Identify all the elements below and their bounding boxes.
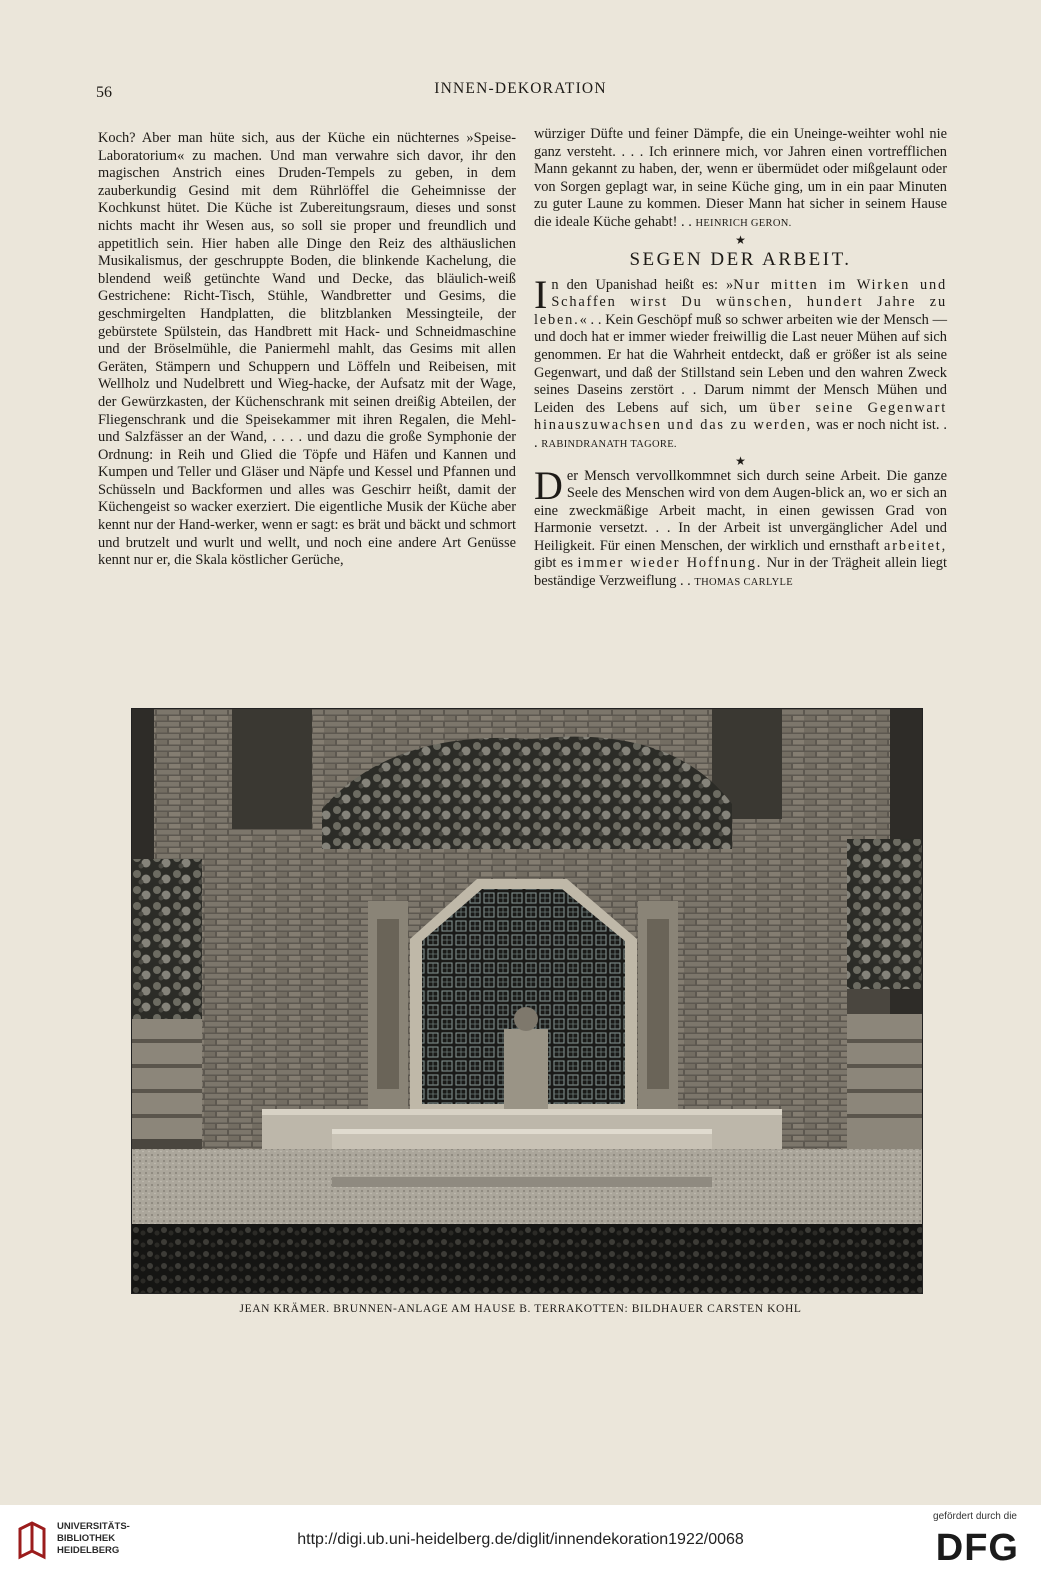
drop-cap-d: D	[534, 462, 563, 508]
left-text-column	[98, 130, 516, 570]
signature-geron: HEINRICH GERON.	[695, 217, 792, 229]
viewer-footer	[0, 1505, 1041, 1580]
library-name-line: BIBLIOTHEK	[57, 1533, 116, 1544]
signature-tagore: RABINDRANATH TAGORE.	[541, 438, 677, 450]
library-name-line: HEIDELBERG	[57, 1545, 120, 1556]
emphasis-run: über seine Gegenwart hinauszuwachsen und das zu werden,	[534, 399, 947, 434]
text-run: « . . Kein Geschöpf muß so schwer arbeiten wie der Mensch — und doch hat er immer wieder freiwillig die Last neuer Mühen auf sich genommen. Er hat die Wahrheit entdeckt, daß er größer ist als seine Gegenwart, und daß der Stillstand sein Leben und den wahren Zweck seines Daseins zerstört . . Darum nimmt der Mensch Mühen und Leiden des Lebens auf sich, um	[534, 311, 947, 416]
right-text-column	[534, 126, 947, 592]
library-name-line: UNIVERSITÄTS-	[57, 1521, 130, 1532]
star-divider: ★	[735, 453, 746, 468]
funding-note: gefördert durch die	[933, 1511, 1017, 1522]
signature-carlyle: THOMAS CARLYLE	[694, 577, 793, 589]
photo-caption: JEAN KRÄMER. BRUNNEN-ANLAGE AM HAUSE B. TERRAKOTTEN: BILDHAUER CARSTEN KOHL	[239, 1303, 802, 1315]
text-run: er Mensch vervollkommnet sich durch seine Arbeit. Die ganze Seele des Menschen wird von dem Augen-blick an, wo er sich an eine zweckmäßige Arbeit macht, in einen gewissen Grad von Harmonie versetzt. . . In der Arbeit ist unvergänglicher Adel und Heiligkeit. Für einen Menschen, der wirklich und ernsthaft	[534, 467, 947, 554]
text-run: n den Upanishad heißt es: »	[551, 276, 734, 293]
kitchen-essay-ending	[534, 126, 947, 233]
text-run: gibt es	[534, 555, 578, 572]
emphasis-run: arbeitet,	[884, 537, 947, 554]
upanishad-paragraph	[534, 271, 947, 454]
emphasis-run: immer wieder Hoffnung.	[577, 555, 763, 572]
page-number: 56	[96, 84, 112, 101]
emphasis-run: Nur mitten im Wirken und Schaffen wirst Du wünschen, hundert Jahre zu leben.	[534, 276, 947, 328]
star-divider: ★	[735, 232, 746, 247]
kitchen-essay-text: würziger Düfte und feiner Dämpfe, die ein Uneinge-weihter wohl nie ganz versteht. . . . Ich erinnere mich, vor Jahren einen vortrefflichen Mann gekannt zu haben, der, wenn er übermüdet oder mißgelaunt oder von Sorgen geplagt war, in seine Küche ging, um in ein paar Minuten zu guter Laune zu kommen. Dieser Mann hat sicher in seinem Hause die ideale Küche gehabt! . .	[534, 126, 947, 230]
left-paragraph: Koch? Aber man hüte sich, aus der Küche ein nüchternes »Speise-Laboratorium« zu machen. Und man verwahre sich davor, ihr den magischen Anstrich eines Druden-Tempels zu geben, in dem zauberkundig Gesind mit dem Rührlöffel die Geheimnisse der Kochkunst hütet. Die Küche ist Zubereitungsraum, dieses und sonst nichts macht ihr Wesen aus, so soll sie proper und freundlich und appetitlich sein. Hier haben alle Dinge den Reiz des althäuslichen Musikalismus, der geschruppte Boden, die blinkende Kachelung, die blendend weiß getünchte Wand und Decke, das bläulich-weiß Gestrichene: Richt-Tisch, Stühle, Wandbretter und Gesims, die geschmirgelten Handplatten, die blitzblanken Messingteile, der gebürstete Spülstein, das Handbrett mit Hack- und Schneidmaschine und der Bröselmühle, die Paniermehl mahlt, das Gesims mit allen Geräten, Stämpern und Schuppern und Löffeln und Reibeisen, mit Wellholz und Nudelbrett und Wieg-hacke, der Aufsatz mit der Wage, der Gewürzkasten, der Küchenschrank mit seinen dreißig Abteilen, der Fliegenschrank und die Speisekammer mit ihren Regalen, die Mehl- und Salzfässer an der Wand, . . . . und dazu die große Symphonie der Ordnung: in Reih und Glied die Töpfe und Häfen und Kannen und Kumpen und Teller und Gläser und Näpfe und Kessel und Pfannen und Schüsseln und Backformen und alles was Geschirr heißt, damit der Küchengeist so wacker exerziert. Die eigentliche Musik der Küche aber kennt nur der Hand-werker, wenn er sagt: es brät und bäckt und schmort und brutzelt und wurlt und wellt, und noch eine andere Art Genüsse kennt nur er, die Skala köstlicher Gerüche,	[98, 130, 516, 569]
carlyle-paragraph	[534, 462, 947, 592]
fountain-photograph	[131, 708, 923, 1294]
text-run: Nur in der Trägheit allein liegt beständige Verzweiflung . .	[534, 555, 947, 590]
text-run: was er noch nicht ist. . .	[534, 417, 947, 451]
running-title: INNEN-DEKORATION	[434, 80, 607, 97]
section-heading: SEGEN DER ARBEIT.	[629, 248, 852, 270]
dfg-logo: DFG	[935, 1527, 1019, 1569]
drop-cap-i: I	[534, 271, 548, 317]
source-url-link[interactable]: http://digi.ub.uni-heidelberg.de/diglit/innendekoration1922/0068	[297, 1531, 744, 1548]
